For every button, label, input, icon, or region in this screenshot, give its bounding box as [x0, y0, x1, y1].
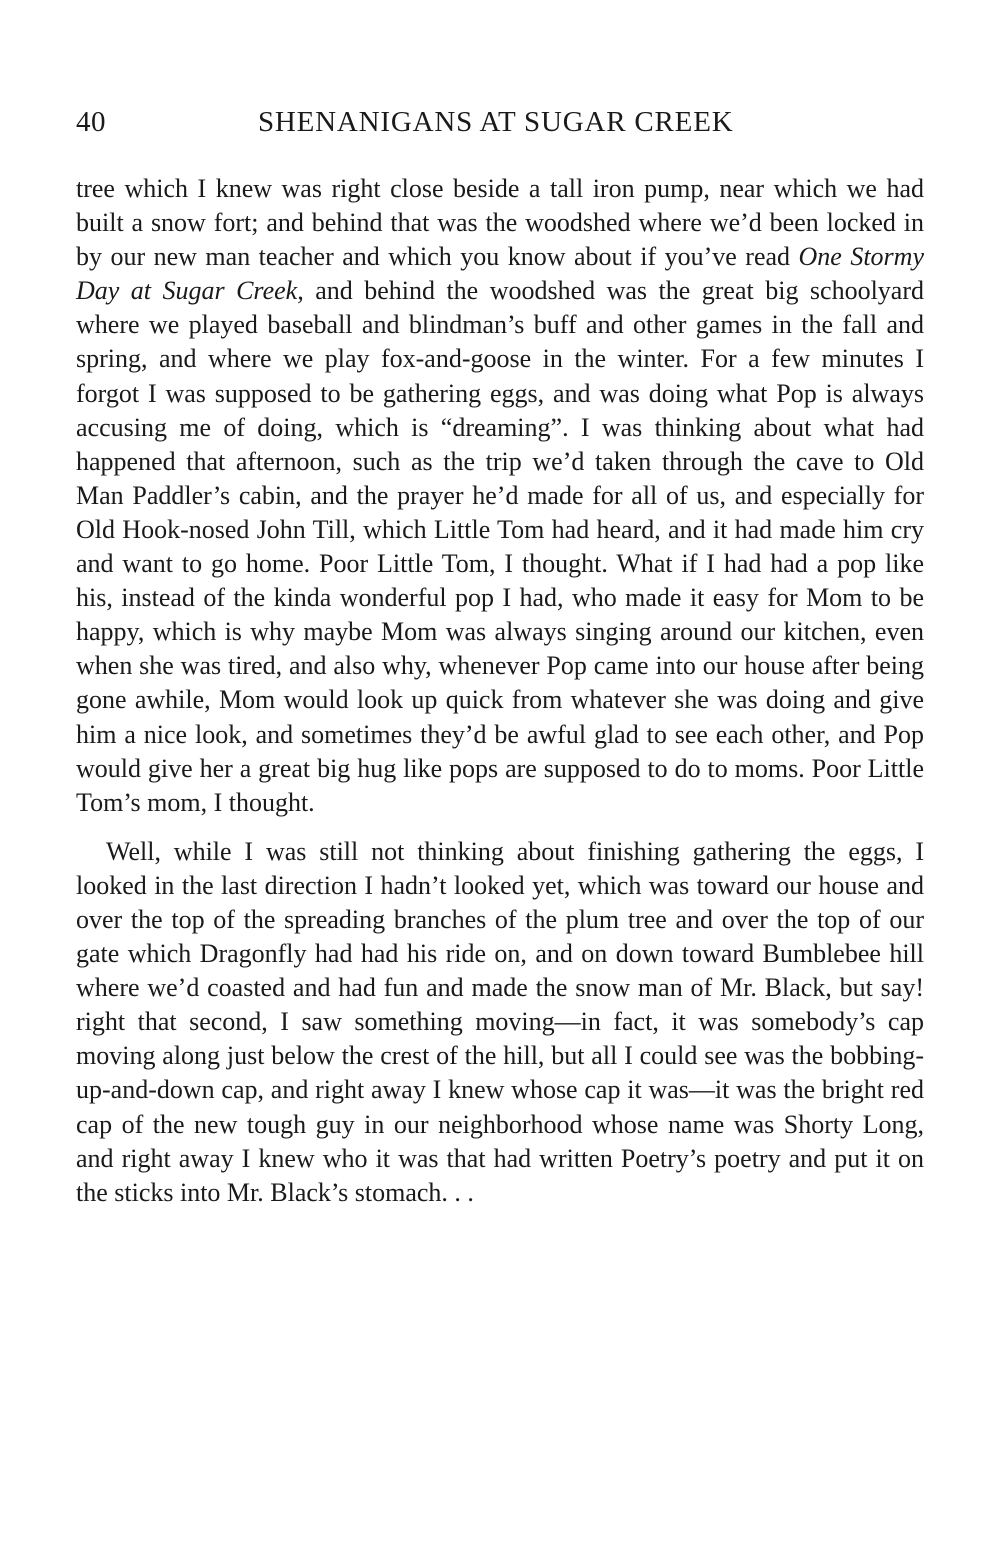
page-number: 40 [76, 106, 106, 138]
body-text [76, 172, 924, 1210]
book-title-reference: One Stormy Day at Sugar Creek, [76, 242, 924, 306]
paragraph-2: Well, while I was still not thinking about finishing gathering the eggs, I looked in the last direction I hadn’t looked yet, which was toward our house and over the top of the spreading branches of the plum tree and over the top of our gate which Dragonfly had had his ride on, and on down toward Bumblebee hill where we’d coasted and had fun and made the snow man of Mr. Black, but say! right that second, I saw something moving—in fact, it was somebody’s cap moving along just below the crest of the hill, but all I could see was the bobbing-up-and-down cap, and right away I knew whose cap it was—it was the bright red cap of the new tough guy in our neighborhood whose name was Shorty Long, and right away I knew who it was that had written Poetry’s poetry and put it on the sticks into Mr. Black’s stomach. . . [76, 836, 924, 1207]
paragraph-1-text-start: tree which I knew was right close beside a tall iron pump, near which we had built a snow fort; and behind that was the woodshed where we’d been locked in by our new man teacher and which you know about if you’ve read [76, 174, 924, 272]
running-head: SHENANIGANS AT SUGAR CREEK [258, 106, 734, 138]
paragraph-1-text-end: and behind the woodshed was the great big schoolyard where we played baseball and blindman’s buff and other games in the fall and spring, and where we play fox-and-goose in the winter. For a few minutes I forgot I was supposed to be gathering eggs, and was doing what Pop is always accusing me of doing, which is “dreaming”. I was thinking about what had happened that afternoon, such as the trip we’d taken through the cave to Old Man Paddler’s cabin, and the prayer he’d made for all of us, and especially for Old Hook-nosed John Till, which Little Tom had heard, and it had made him cry and want to go home. Poor Little Tom, I thought. What if I had had a pop like his, instead of the kinda wonderful pop I had, who made it easy for Mom to be happy, which is why maybe Mom was always singing around our kitchen, even when she was tired, and also why, whenever Pop came into our house after being gone awhile, Mom would look up quick from whatever she was doing and give him a nice look, and sometimes they’d be awful glad to see each other, and Pop would give her a great big hug like pops are supposed to do to moms. Poor Little Tom’s mom, I thought. [76, 276, 924, 817]
paragraph-1 [76, 172, 924, 820]
page-header [76, 104, 922, 140]
